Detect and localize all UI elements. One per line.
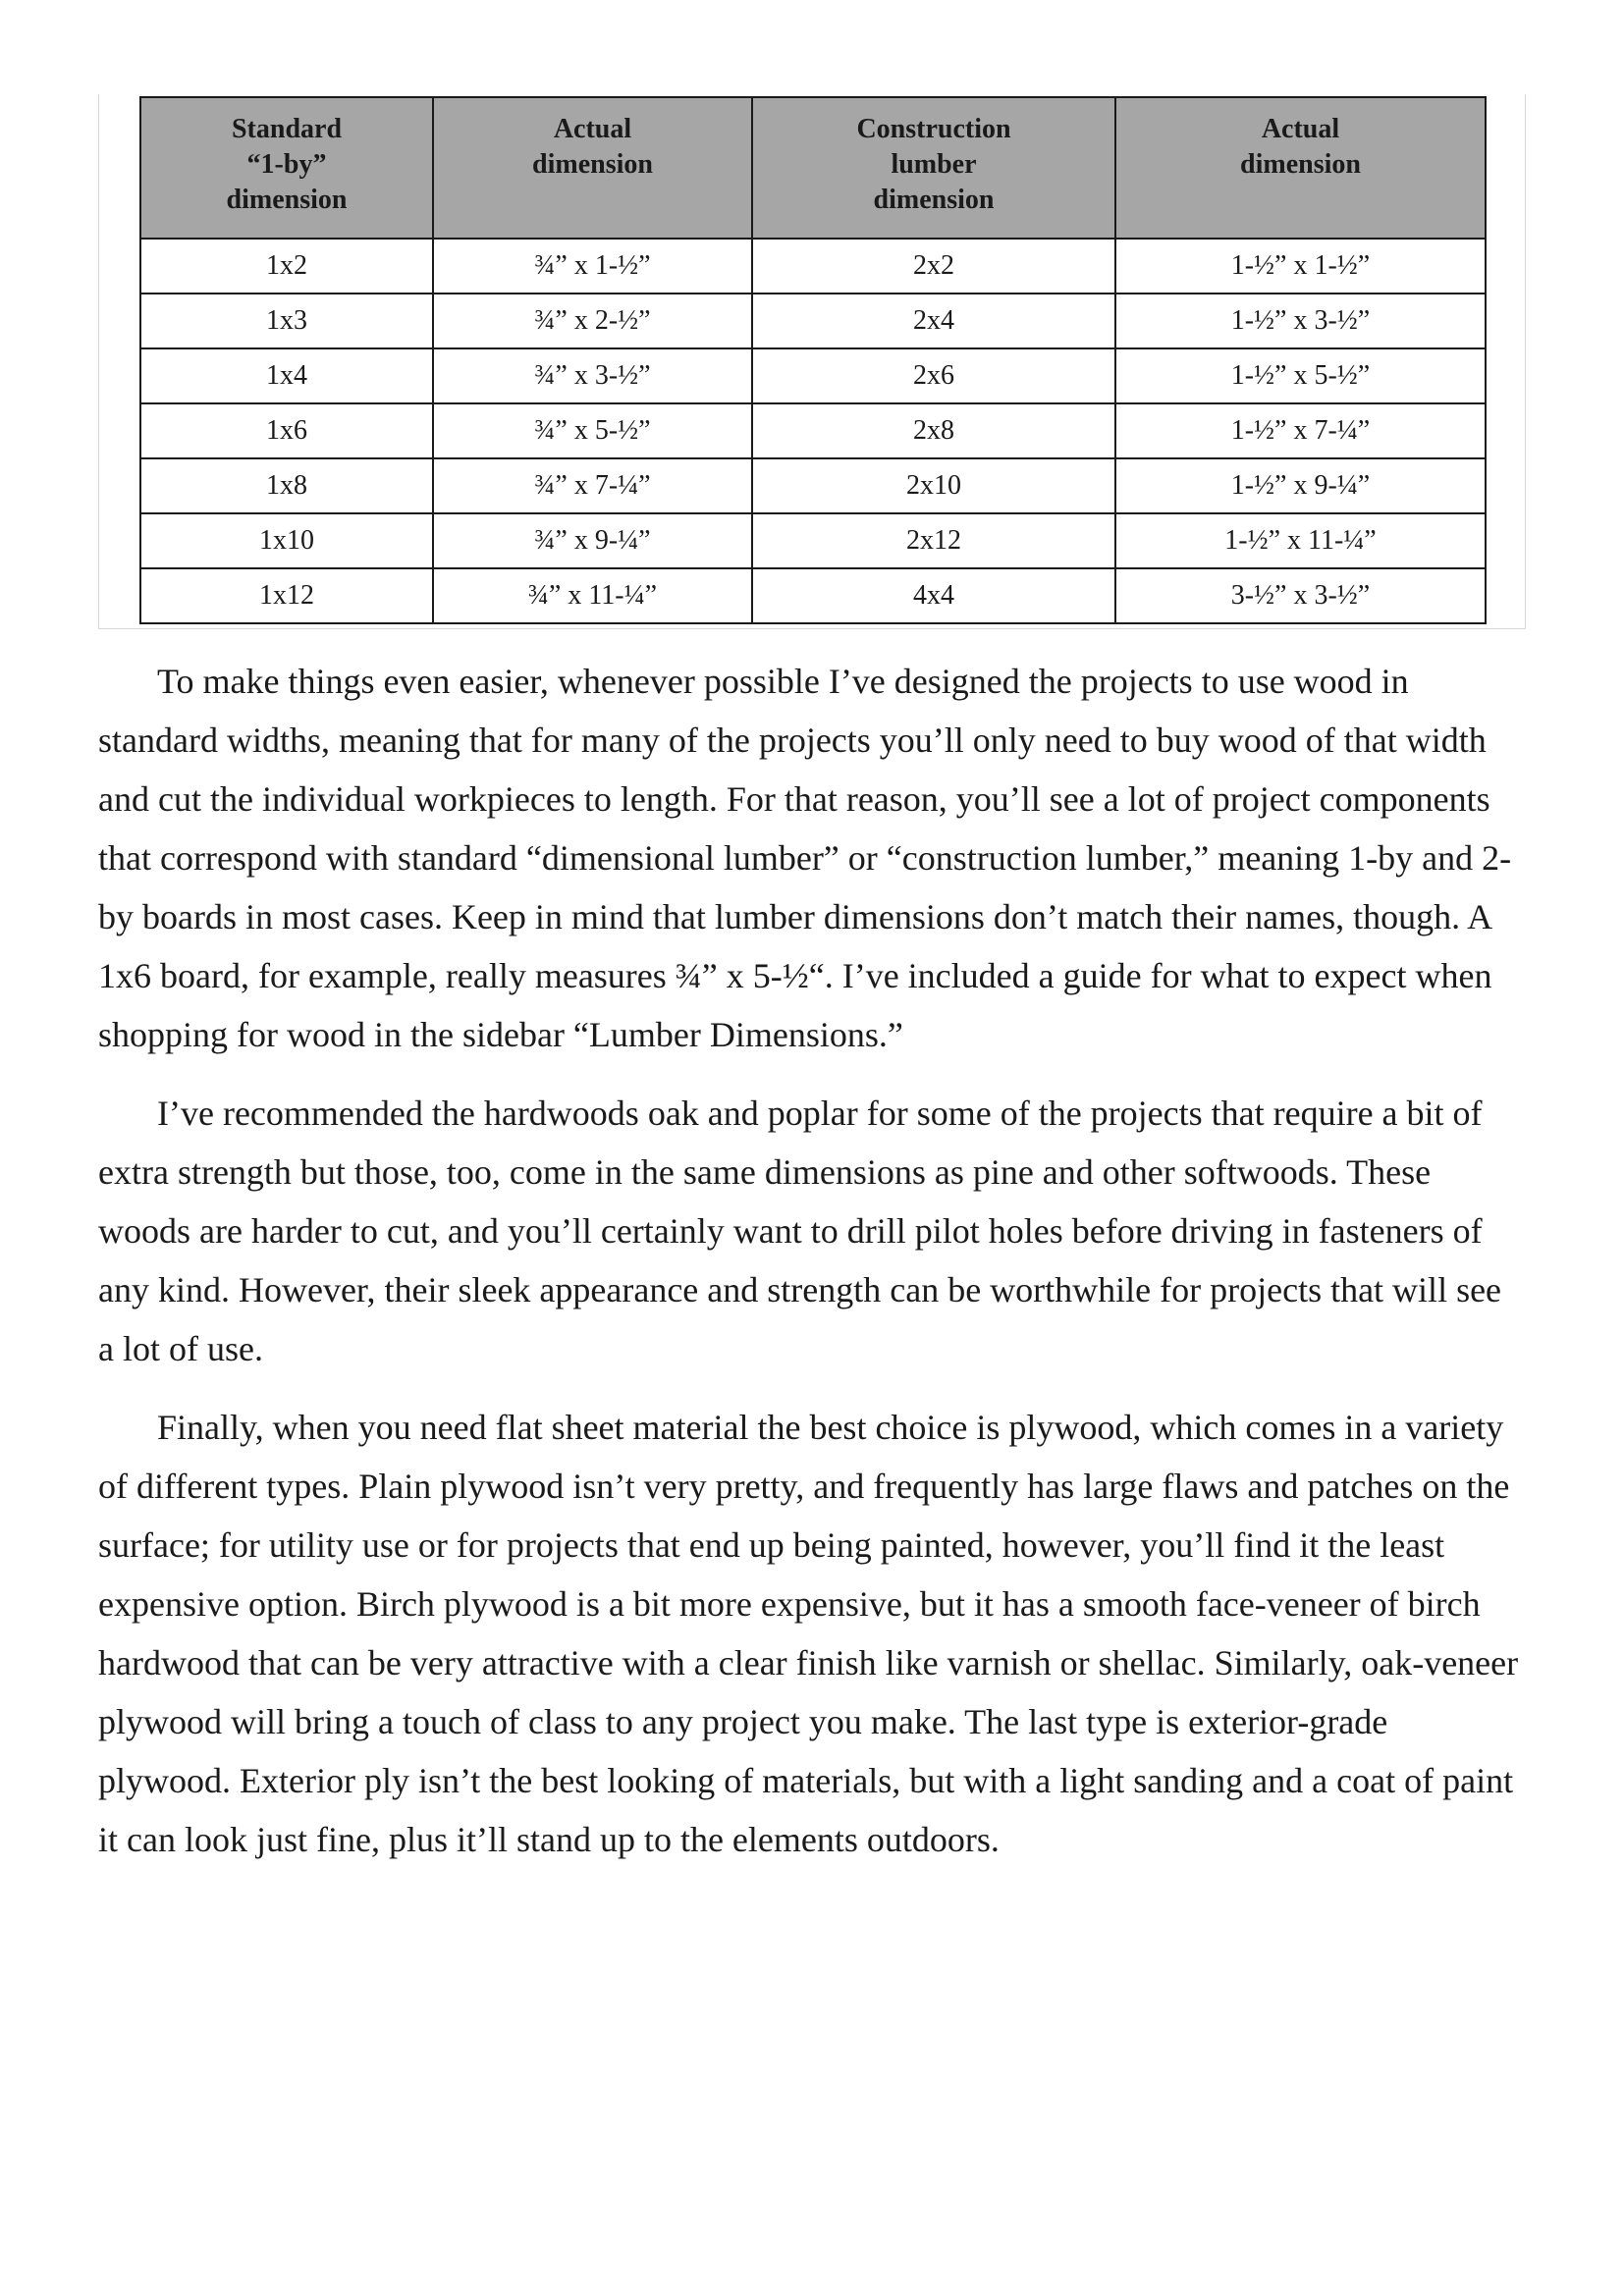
- header-standard-dimension: Standard “1-by” dimension: [140, 97, 433, 239]
- table-header-row: [140, 97, 1486, 239]
- header-actual-dimension-1: Actual dimension: [433, 97, 752, 239]
- table-cell: 3-½” x 3-½”: [1115, 568, 1486, 623]
- body-text: [98, 652, 1524, 1889]
- table-row: [140, 513, 1486, 568]
- table-row: [140, 239, 1486, 294]
- paragraph: Finally, when you need flat sheet material the best choice is plywood, which comes in a variety of different types. Plain plywood isn’t very pretty, and frequently has large flaws and patches on the surface; for utility use or for projects that end up being painted, however, you’ll find it the least expensive option. Birch plywood is a bit more expensive, but it has a smooth face-veneer of birch hardwood that can be very attractive with a clear finish like varnish or shellac. Similarly, oak-veneer plywood will bring a touch of class to any project you make. The last type is exterior-grade plywood. Exterior ply isn’t the best looking of materials, but with a light sanding and a coat of paint it can look just fine, plus it’ll stand up to the elements outdoors.: [98, 1408, 1519, 1859]
- table-cell: 1x12: [140, 568, 433, 623]
- table-row: [140, 294, 1486, 348]
- table-cell: 2x6: [752, 348, 1115, 403]
- header-construction-dimension: Construction lumber dimension: [752, 97, 1115, 239]
- table-row: [140, 568, 1486, 623]
- table-cell: 1-½” x 9-¼”: [1115, 458, 1486, 513]
- table-row: [140, 348, 1486, 403]
- table-cell: ¾” x 9-¼”: [433, 513, 752, 568]
- table-cell: 1-½” x 11-¼”: [1115, 513, 1486, 568]
- header-actual-dimension-2: Actual dimension: [1115, 97, 1486, 239]
- table-row: [140, 458, 1486, 513]
- table-cell: 2x12: [752, 513, 1115, 568]
- table-cell: ¾” x 5-½”: [433, 403, 752, 458]
- table-cell: ¾” x 1-½”: [433, 239, 752, 294]
- table-cell: 1x2: [140, 239, 433, 294]
- table-cell: 1x8: [140, 458, 433, 513]
- table-cell: 1-½” x 7-¼”: [1115, 403, 1486, 458]
- table-cell: 2x2: [752, 239, 1115, 294]
- table-cell: ¾” x 11-¼”: [433, 568, 752, 623]
- lumber-dimensions-table: [139, 96, 1487, 624]
- table-cell: 2x10: [752, 458, 1115, 513]
- table-cell: 1-½” x 3-½”: [1115, 294, 1486, 348]
- table-cell: 1x4: [140, 348, 433, 403]
- table-cell: ¾” x 2-½”: [433, 294, 752, 348]
- table-cell: 1x3: [140, 294, 433, 348]
- table-cell: 2x4: [752, 294, 1115, 348]
- table-cell: 1-½” x 1-½”: [1115, 239, 1486, 294]
- table-row: [140, 403, 1486, 458]
- table-cell: 2x8: [752, 403, 1115, 458]
- paragraph: I’ve recommended the hardwoods oak and poplar for some of the projects that require a bit of extra strength but those, too, come in the same dimensions as pine and other softwoods. These woods are harder to cut, and you’ll certainly want to drill pilot holes before driving in fasteners of any kind. However, their sleek appearance and strength can be worthwhile for projects that will see a lot of use.: [98, 1094, 1502, 1368]
- paragraph: To make things even easier, whenever possible I’ve designed the projects to use wood in standard widths, meaning that for many of the projects you’ll only need to buy wood of that width and cut the individual workpieces to length. For that reason, you’ll see a lot of project components that correspond with standard “dimensional lumber” or “construction lumber,” meaning 1-by and 2-by boards in most cases. Keep in mind that lumber dimensions don’t match their names, though. A 1x6 board, for example, really measures ¾” x 5-½“. I’ve included a guide for what to expect when shopping for wood in the sidebar “Lumber Dimensions.”: [98, 662, 1512, 1054]
- table-cell: ¾” x 7-¼”: [433, 458, 752, 513]
- table-cell: 1x10: [140, 513, 433, 568]
- table-cell: 4x4: [752, 568, 1115, 623]
- table-cell: 1-½” x 5-½”: [1115, 348, 1486, 403]
- table-cell: ¾” x 3-½”: [433, 348, 752, 403]
- table-cell: 1x6: [140, 403, 433, 458]
